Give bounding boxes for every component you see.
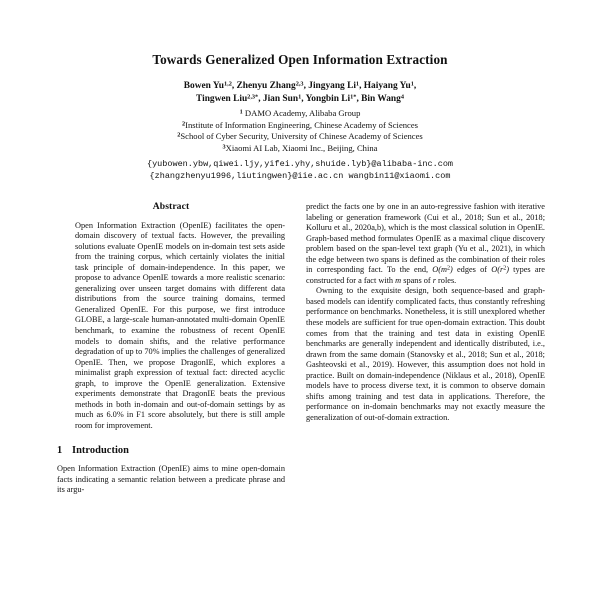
- author-name: Jian Sun: [262, 94, 299, 105]
- author-name: Jingyang Li: [308, 80, 356, 91]
- email-line-1: {yubowen.ybw,qiwei.ljy,yifei.yhy,shuide.lyb}@alibaba-inc.com: [146, 158, 454, 169]
- affiliation-line: $^2$Institute of Information Engineering, Chinese Academy of Sciences: [181, 119, 419, 130]
- author-name: Bowen Yu: [183, 80, 224, 91]
- author-affiliation-marker: 1: [355, 80, 360, 88]
- page-title: Towards Generalized Open Information Extraction: [152, 52, 448, 67]
- author-line-2: Tingwen Liu$^{2,3*}$, Jian Sun$^1$, Yongbin $Li^{1*}$, Bin Wang$^4$: [196, 93, 404, 105]
- section-title: Introduction: [72, 445, 129, 457]
- author-line-1: Bowen Yu$^{1,2}$, Zhenyu Zhang$^{2,3}$, Jingyang Li$^1$, Haiyang Yu$^1$,: [183, 80, 417, 91]
- author-affiliation-marker: 1: [298, 93, 302, 101]
- right-column-continued-paragraph: predict the facts one by one in an auto-regressive fashion with iterative labeling or generation framework (Cui et al., 2018; Sun et al., 2018; Kolluru et al., 2020a,b), which is the most classical solution in OpenIE. Graph-based method formulates OpenIE as a maximal clique discovery problem based on the span-level text graph (Yu et al., 2021), in which the edge between two spans is defined as the combination of their roles in corresponding fact. To the end, $O(m^2)$ edges of $O(r^2)$ types are constructed for a fact with m spans of r roles.: [306, 202, 545, 285]
- author-affiliation-marker: 2,3: [295, 80, 304, 88]
- section-number: 1: [57, 445, 63, 457]
- right-column: [306, 202, 545, 423]
- affiliation-line: $^1$ DAMO Academy, Alibaba Group: [239, 108, 361, 119]
- email-line-2: {zhangzhenyu1996,liutingwen}@iie.ac.cn wangbin11@xiaomi.com: [149, 171, 451, 182]
- author-name: Zhenyu Zhang: [236, 80, 296, 91]
- affiliation-line: $^3$Xiaomi AI Lab, Xiaomi Inc., Beijing, China: [222, 143, 378, 154]
- email-block: [0, 158, 600, 183]
- inline-math-var: m: [395, 275, 402, 285]
- section-heading-introduction: [57, 446, 285, 457]
- affiliation-marker: 3: [222, 143, 226, 151]
- left-column: [57, 202, 285, 496]
- author-affiliation-marker: 1,2: [223, 80, 232, 88]
- author-affiliation-marker: 2,3*: [247, 93, 259, 101]
- affiliation-marker: 2: [181, 120, 186, 128]
- abstract-heading: Abstract: [152, 201, 190, 212]
- inline-math: $O(r^2)$: [491, 265, 509, 275]
- author-name: Bin Wang: [361, 94, 401, 105]
- author-affiliation-marker: 1*: [350, 93, 357, 101]
- affiliation-marker: 1: [239, 108, 243, 116]
- introduction-paragraph-1: Open Information Extraction (OpenIE) aims to mine open-domain facts indicating a semantic relation between a predicate phrase and its argu-: [57, 464, 285, 495]
- author-list: [0, 80, 600, 106]
- author-name: Yongbin Li: [305, 94, 351, 105]
- author-affiliation-marker: 1: [410, 80, 414, 88]
- affiliation-marker: 2: [177, 131, 181, 139]
- right-column-paragraph-2: Owning to the exquisite design, both sequence-based and graph-based models can identify complicated facts, thus constantly refreshing performance on benchmarks. Nonetheless, it is still unexplored whether these models are sufficient for true open-domain extraction. This doubt comes from that the training and test data in existing OpenIE benchmarks are generally independent and identically distributed, i.e., drawn from the same domain (Stanovsky et al., 2018; Sun et al., 2018; Gashteovski et al., 2019). However, this assumption does not hold in practice. Built on domain-independence (Niklaus et al., 2018), OpenIE models have to process diverse text, it is common to observe domain shifts among training and test data in applications. Therefore, the performance on in-domain benchmarks may not exactly measure the generalization of out-of-domain extraction.: [306, 286, 545, 422]
- author-affiliation-marker: 4: [400, 93, 404, 101]
- title-block: [0, 0, 600, 182]
- abstract-body: [57, 221, 285, 432]
- affiliation-line: $^2$School of Cyber Security, University of Chinese Academy of Sciences: [177, 131, 423, 142]
- inline-math: $O(m^2)$: [432, 265, 453, 275]
- author-name: Haiyang Yu: [363, 80, 411, 91]
- affiliation-list: [0, 108, 600, 154]
- author-name: Tingwen Liu: [196, 94, 248, 105]
- inline-math-var: r: [432, 275, 436, 285]
- abstract-text: Open Information Extraction (OpenIE) facilitates the open-domain discovery of textual facts. However, the prevailing solutions evaluate OpenIE models on in-domain test sets aside from the training corpus, which certainly violates the initial task principle of domain-independence. In this paper, we propose to advance OpenIE towards a more realistic scenario: generalizing over unseen target domains with different data distributions from the source training domains, termed Generalized OpenIE. For this purpose, we first introduce GLOBE, a large-scale human-annotated multi-domain OpenIE benchmark, to examine the robustness of recent OpenIE models to domain shifts, and the relative performance degradation of up to 70% implies the challenges of generalized OpenIE. Then, we propose DragonIE, which explores a minimalist graph expression of textual fact: directed acyclic graph, to improve the OpenIE generalization. Extensive experiments demonstrate that DragonIE beats the previous methods in both in-domain and out-of-domain settings by as much as 6.0% in F1 score absolutely, but there is still ample room for improvement.: [75, 220, 285, 430]
